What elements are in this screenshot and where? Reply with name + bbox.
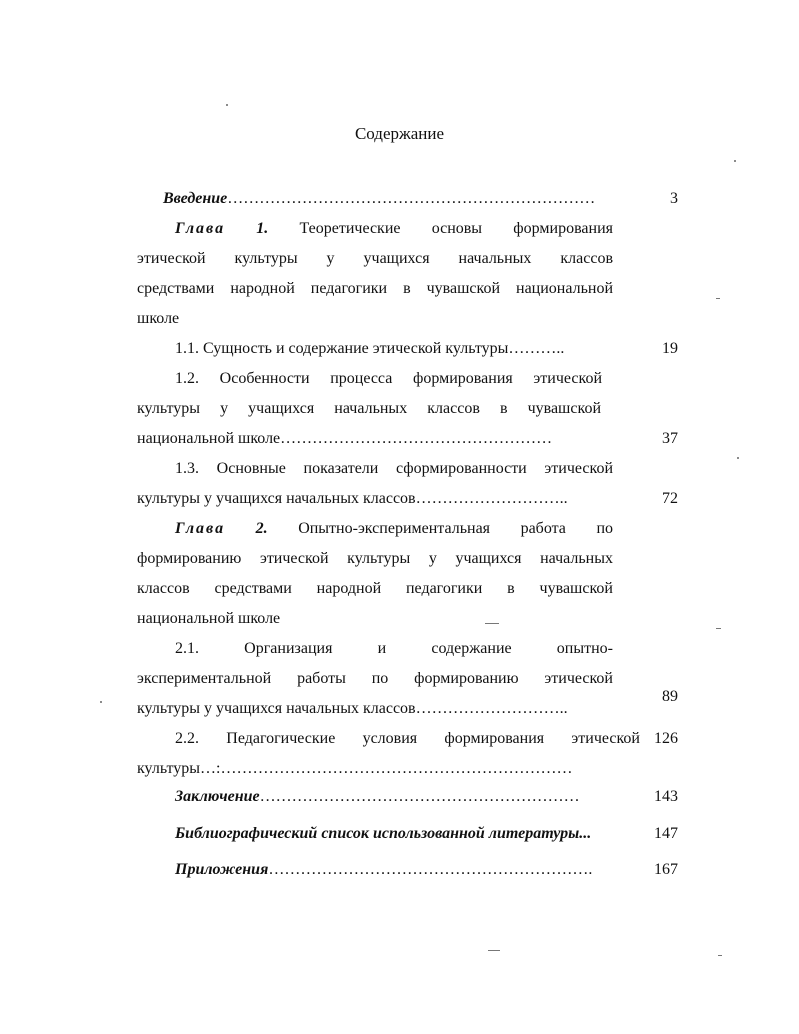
toc-ch2-head-word: Глава	[175, 520, 226, 537]
toc-appendix-page: 167	[654, 861, 678, 878]
toc-s12-line2: культуры у учащихся начальных классов в чувашской	[137, 400, 601, 417]
toc-s22-page: 126	[654, 730, 678, 747]
scan-speck	[226, 104, 228, 106]
toc-ch2-line1-rest: Опытно-экспериментальная работа по	[298, 520, 614, 537]
toc-ch2-head-num: 2.	[255, 520, 268, 537]
scan-speck	[100, 701, 102, 703]
toc-ch2-line2: формированию этической культуры у учащихся начальных	[137, 550, 613, 567]
page-title: Содержание	[354, 124, 445, 143]
toc-s13-page: 72	[662, 490, 678, 507]
toc-conclusion-page: 143	[654, 788, 678, 805]
toc-appendix-label: Приложения	[175, 861, 269, 878]
toc-s11-text: 1.1. Сущность и содержание этической культуры………..	[175, 340, 565, 357]
toc-s22-line2: культуры…:…………………………………………………………	[137, 760, 573, 777]
toc-ch2-line1	[175, 520, 613, 538]
toc-intro-label: Введение	[163, 190, 228, 207]
toc-s12-line3: национальной школе……………………………………………	[137, 430, 553, 447]
scan-speck	[716, 628, 721, 629]
toc-intro-page: 3	[670, 190, 678, 207]
toc-s21-line3: культуры у учащихся начальных классов………………………..	[137, 700, 568, 717]
toc-ch2-line4: национальной школе	[137, 610, 281, 627]
toc-s12-page: 37	[662, 430, 678, 447]
scan-speck	[485, 623, 499, 624]
toc-conclusion-label: Заключение	[175, 788, 260, 805]
toc-entry-appendix	[175, 861, 620, 879]
toc-ch1-line3: средствами народной педагогики в чувашской национальной	[137, 280, 613, 297]
scan-speck	[734, 160, 736, 162]
scan-speck	[716, 298, 720, 299]
toc-appendix-dots: …………………………………………………….	[268, 861, 593, 878]
toc-entry-conclusion	[175, 788, 615, 806]
toc-ch1-line1: Глава 1. Теоретические основы формирования	[175, 220, 614, 237]
toc-ch2-line3: классов средствами народной педагогики в чувашской	[137, 580, 613, 597]
toc-ch1-head-word: Глава	[175, 220, 226, 237]
toc-s13-line1: 1.3. Основные показатели сформированности этической	[175, 460, 613, 477]
toc-intro-dots: ……………………………………………………………	[227, 190, 596, 207]
toc-s21-page: 89	[662, 688, 678, 705]
toc-s21-line1: 2.1. Организация и содержание опытно-	[175, 640, 613, 657]
toc-conclusion-dots: ……………………………………………………	[259, 788, 580, 805]
toc-ch1-head-num: 1.	[256, 220, 269, 237]
toc-s12-line1: 1.2. Особенности процесса формирования этической	[175, 370, 602, 387]
scan-speck	[718, 955, 722, 956]
scan-speck	[737, 457, 739, 459]
toc-bibliography-page: 147	[654, 825, 678, 842]
scan-speck	[488, 950, 500, 951]
toc-ch1-line2: этической культуры у учащихся начальных классов	[137, 250, 613, 267]
toc-s13-line2: культуры у учащихся начальных классов………………………..	[137, 490, 568, 507]
toc-ch1-line4: школе	[137, 310, 180, 327]
toc-s22-line1: 2.2. Педагогические условия формирования этической	[175, 730, 640, 747]
toc-s11-page: 19	[662, 340, 678, 357]
toc-bibliography-label: Библиографический список использованной литературы...	[175, 825, 592, 842]
toc-s21-line2: экспериментальной работы по формированию этической	[137, 670, 613, 687]
toc-entry-intro	[163, 190, 613, 208]
